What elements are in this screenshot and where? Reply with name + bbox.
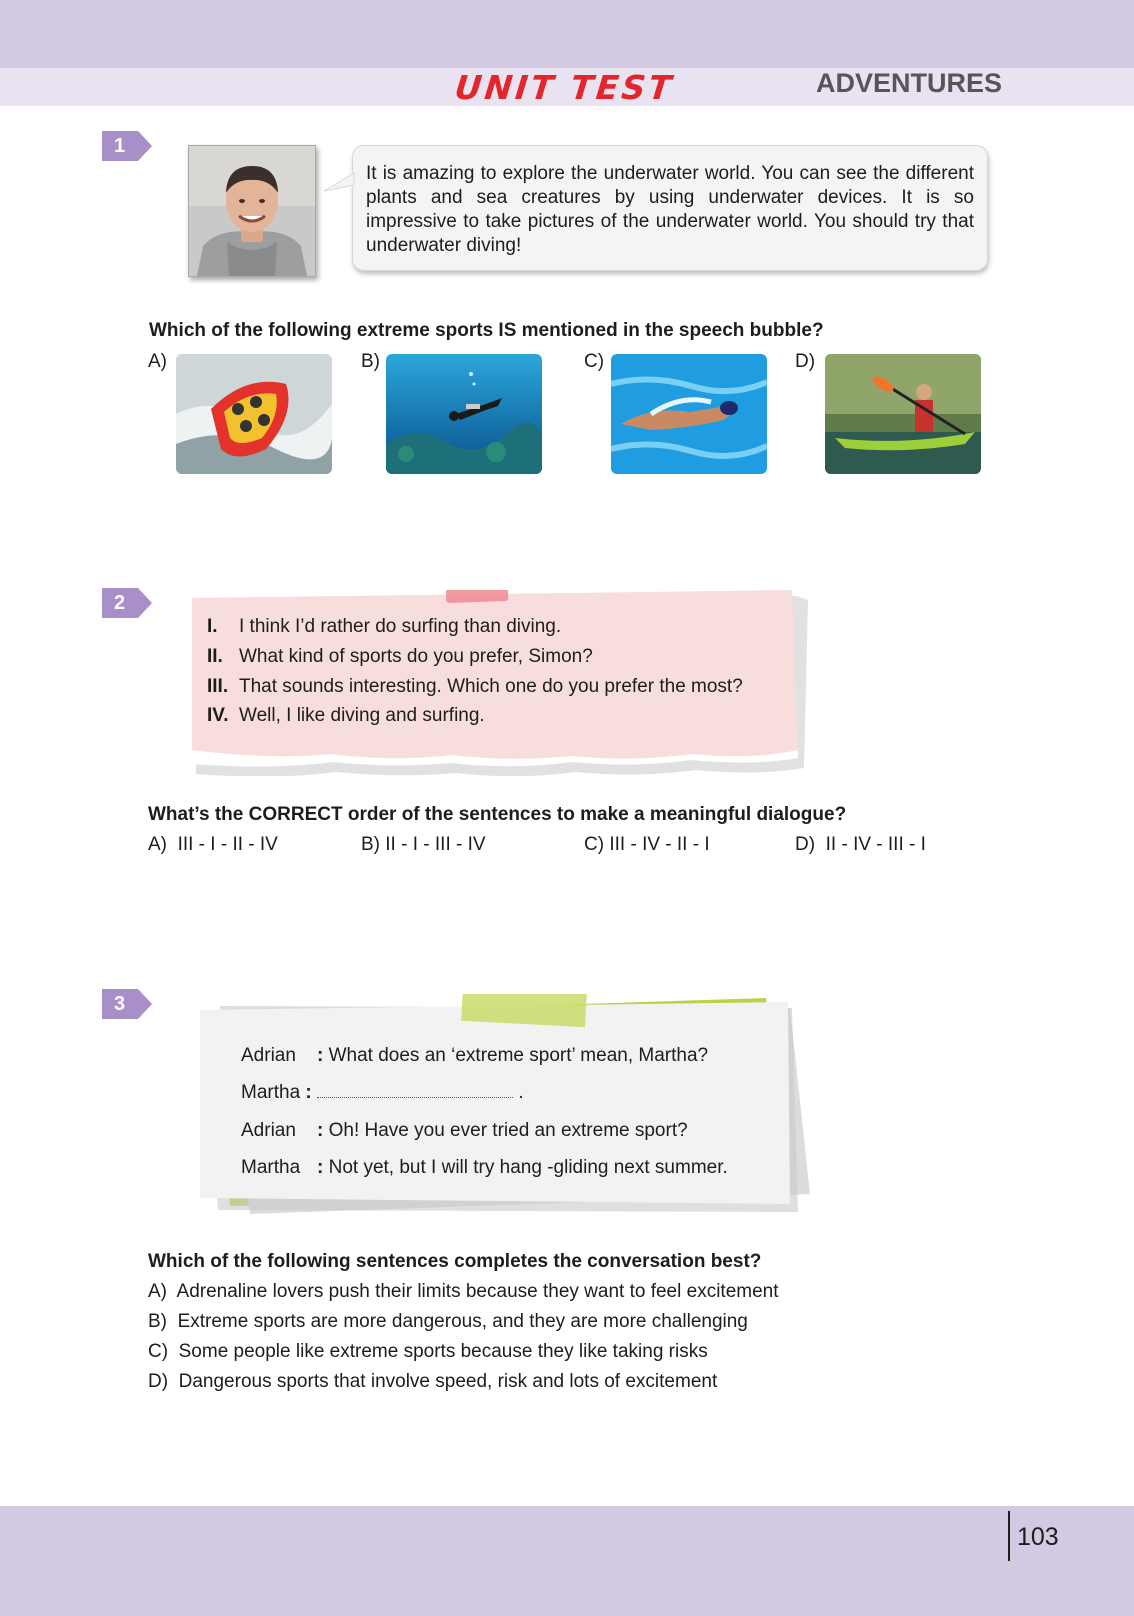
q2-option-b[interactable]: B) II - I - III - IV <box>361 834 486 855</box>
dialogue-line-1: Adrian : What does an ‘extreme sport’ mean, Martha? <box>241 1045 709 1066</box>
q2-option-d[interactable]: D) II - IV - III - I <box>795 834 926 855</box>
q3-option-b[interactable]: B) Extreme sports are more dangerous, and they are more challenging <box>148 1311 748 1332</box>
dialogue-line-3: Adrian : Oh! Have you ever tried an extreme sport? <box>241 1120 688 1141</box>
swimming-photo[interactable] <box>611 354 767 474</box>
unit-name: ADVENTURES <box>816 68 1003 98</box>
sentence-3: III. That sounds interesting. Which one do you prefer the most? <box>207 676 743 697</box>
q3-option-a[interactable]: A) Adrenaline lovers push their limits because they want to feel excitement <box>148 1281 779 1302</box>
question-2-stem: What’s the CORRECT order of the sentences to make a meaningful dialogue? <box>148 804 847 825</box>
rafting-photo[interactable] <box>176 354 332 474</box>
speech-text: It is amazing to explore the underwater world. You can see the different plants and sea creatures by using underwater devices. It is so impressive to take pictures of the underwater world. You should try that underwater diving! <box>366 163 974 256</box>
answer-blank[interactable] <box>317 1083 513 1098</box>
footer-band <box>0 1506 1134 1616</box>
q3-option-d[interactable]: D) Dangerous sports that involve speed, risk and lots of excitement <box>148 1371 718 1392</box>
sentence-1: I. I think I’d rather do surfing than diving. <box>207 616 562 637</box>
question-3-stem: Which of the following sentences completes the conversation best? <box>148 1251 762 1272</box>
sentence-4: IV. Well, I like diving and surfing. <box>207 705 485 726</box>
question-1-stem: Which of the following extreme sports IS mentioned in the speech bubble? <box>149 320 824 341</box>
dialogue-line-4: Martha : Not yet, but I will try hang -gliding next summer. <box>241 1157 728 1178</box>
unit-test-title: UNIT TEST <box>452 68 677 107</box>
q2-option-c[interactable]: C) III - IV - II - I <box>584 834 710 855</box>
stacked-paper-cards <box>190 994 830 1224</box>
dialogue-line-2: Martha : . <box>241 1082 524 1103</box>
question-number-1: 1 <box>102 131 138 161</box>
q1-option-b-letter[interactable]: B) <box>361 351 380 372</box>
question-number-2: 2 <box>102 588 138 618</box>
q1-option-a-letter[interactable]: A) <box>148 351 167 372</box>
q1-option-d-letter[interactable]: D) <box>795 351 816 372</box>
question-number-3: 3 <box>102 989 138 1019</box>
sentence-2: II. What kind of sports do you prefer, Simon? <box>207 646 593 667</box>
q2-option-a[interactable]: A) III - I - II - IV <box>148 834 278 855</box>
page-number-divider <box>1008 1511 1010 1561</box>
q3-option-c[interactable]: C) Some people like extreme sports because they like taking risks <box>148 1341 708 1362</box>
scuba-diving-photo[interactable] <box>386 354 542 474</box>
kayaking-photo[interactable] <box>825 354 981 474</box>
page-number: 103 <box>1017 1523 1059 1551</box>
header-band <box>0 0 1134 68</box>
speech-bubble-tail <box>322 171 356 195</box>
student-avatar-photo <box>188 145 316 277</box>
q1-option-c-letter[interactable]: C) <box>584 351 605 372</box>
